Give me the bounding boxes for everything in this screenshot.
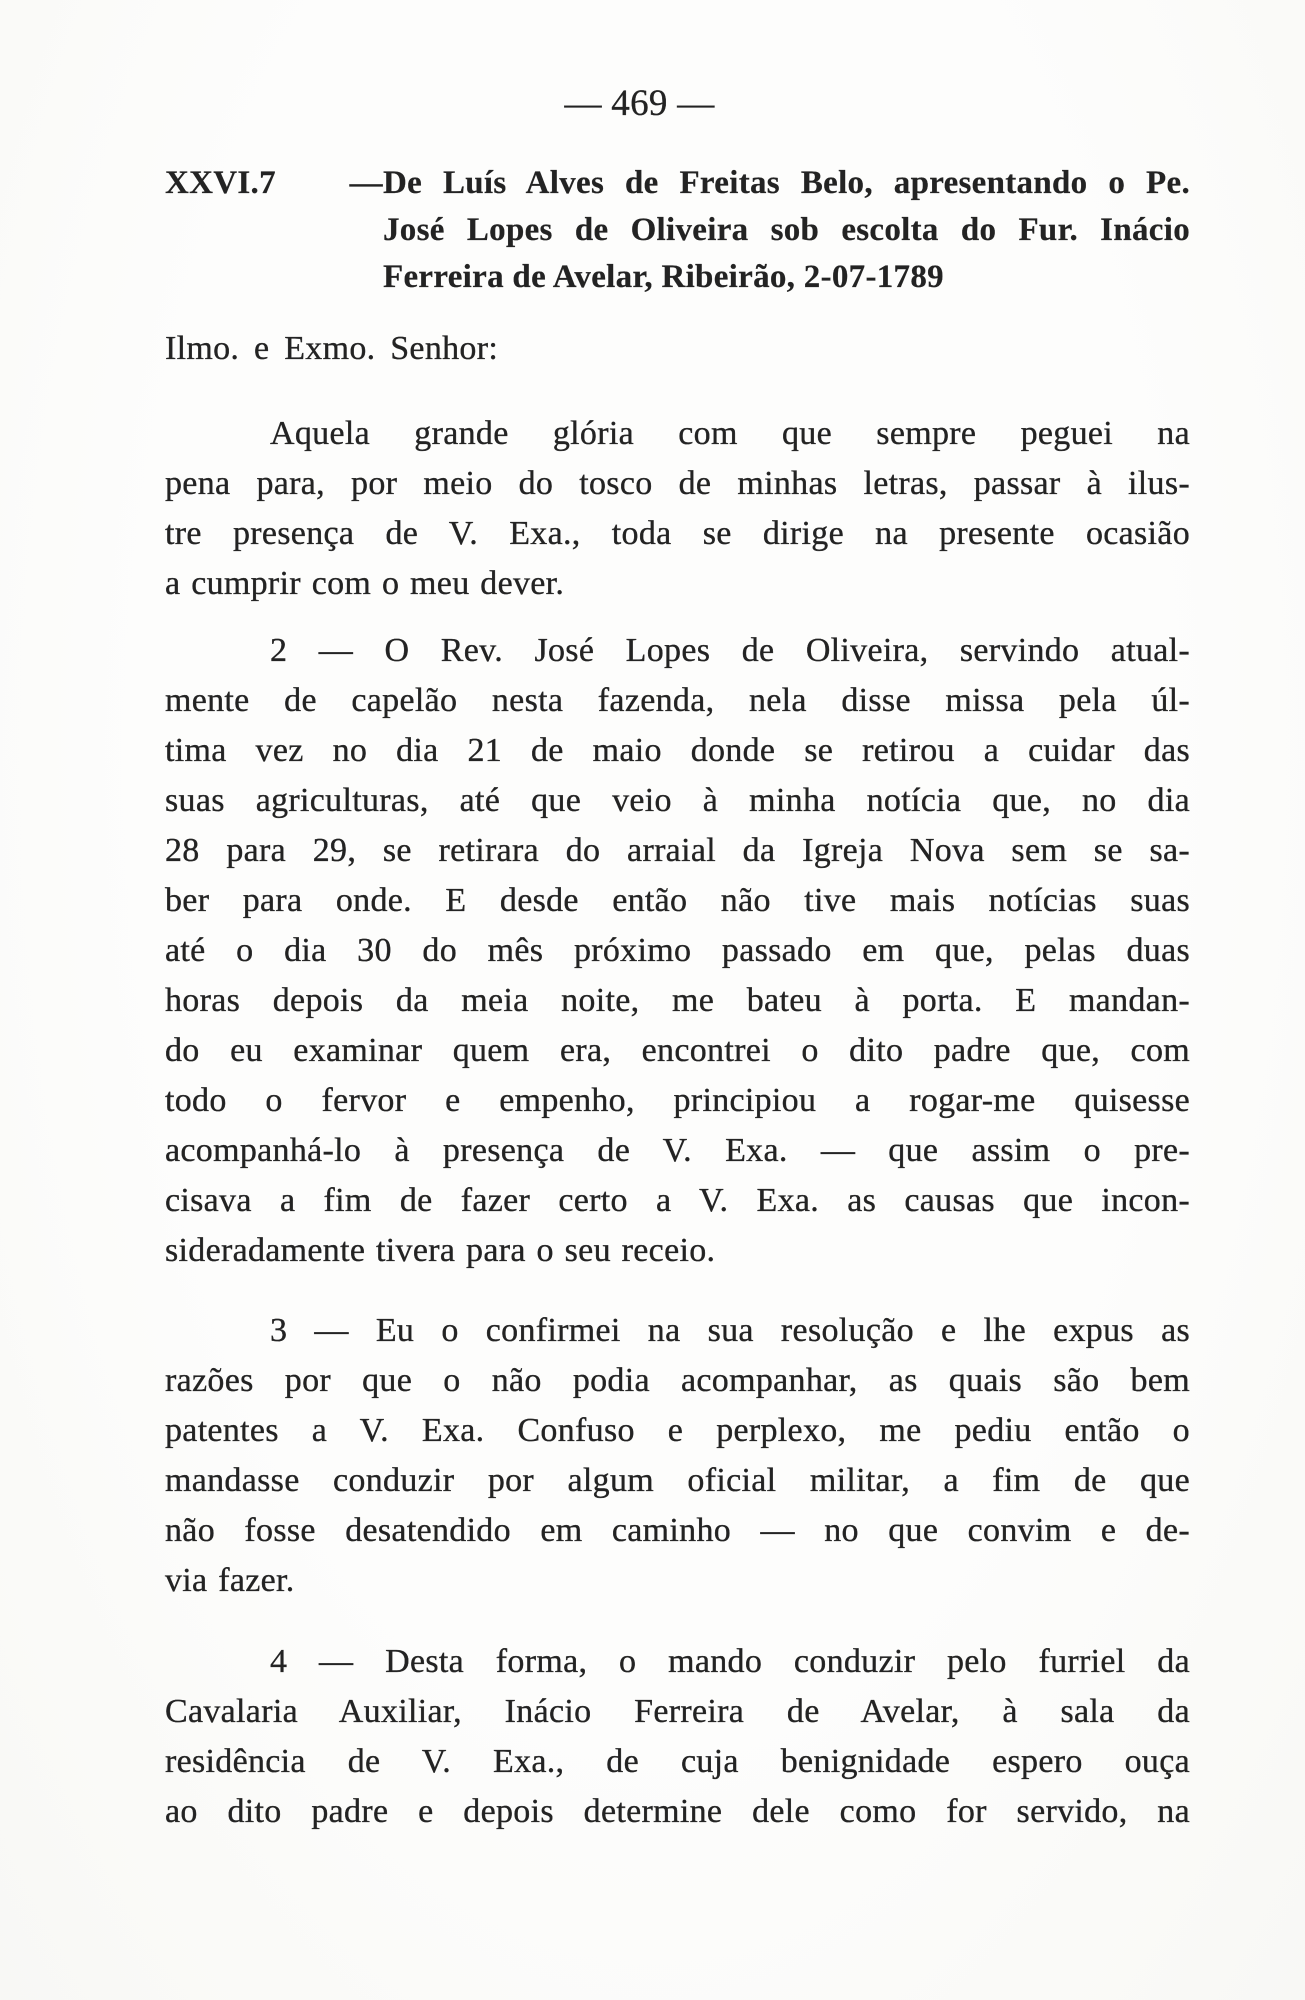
text-line: não fosse desatendido em caminho — no que convim e de- xyxy=(165,1512,1190,1549)
text-line: a cumprir com o meu dever. xyxy=(165,565,565,602)
text-line: até o dia 30 do mês próximo passado em que, pelas duas xyxy=(165,932,1190,969)
text-line: 3 — Eu o confirmei na sua resolução e lhe expus as xyxy=(270,1312,1190,1349)
text-line: ber para onde. E desde então não tive mais notícias suas xyxy=(165,882,1190,919)
letter-body xyxy=(165,409,1190,1837)
text-line: acompanhá-lo à presença de V. Exa. — que assim o pre- xyxy=(165,1132,1190,1169)
text-line: Aquela grande glória com que sempre peguei na xyxy=(270,415,1190,452)
paragraph xyxy=(165,409,1190,609)
text-line: do eu examinar quem era, encontrei o dito padre que, com xyxy=(165,1032,1190,1069)
text-line: via fazer. xyxy=(165,1562,295,1599)
text-line: cisava a fim de fazer certo a V. Exa. as causas que incon- xyxy=(165,1182,1190,1219)
text-line: todo o fervor e empenho, principiou a rogar-me quisesse xyxy=(165,1082,1190,1119)
text-line: pena para, por meio do tosco de minhas letras, passar à ilus- xyxy=(165,465,1190,502)
text-line: mandasse conduzir por algum oficial militar, a fim de que xyxy=(165,1462,1190,1499)
text-line: mente de capelão nesta fazenda, nela disse missa pela úl- xyxy=(165,682,1190,719)
text-line: residência de V. Exa., de cuja benignidade espero ouça xyxy=(165,1743,1190,1780)
text-line: tre presença de V. Exa., toda se dirige na presente ocasião xyxy=(165,515,1190,552)
text-line: razões por que o não podia acompanhar, as quais são bem xyxy=(165,1362,1190,1399)
text-line: Cavalaria Auxiliar, Inácio Ferreira de Avelar, à sala da xyxy=(165,1693,1190,1730)
document-number-label: XXVI.7 — xyxy=(165,165,383,201)
page-number: — 469 — xyxy=(564,83,715,124)
text-line: tima vez no dia 21 de maio donde se retirou a cuidar das xyxy=(165,732,1190,769)
paragraph xyxy=(165,1306,1190,1606)
text-line: horas depois da meia noite, me bateu à porta. E mandan- xyxy=(165,982,1190,1019)
paragraph xyxy=(165,626,1190,1276)
salutation: Ilmo. e Exmo. Senhor: xyxy=(165,330,499,367)
text-line: sideradamente tivera para o seu receio. xyxy=(165,1232,716,1269)
text-line: suas agriculturas, até que veio à minha notícia que, no dia xyxy=(165,782,1190,819)
paragraph xyxy=(165,1637,1190,1837)
document-heading xyxy=(165,160,1190,301)
text-line: 2 — O Rev. José Lopes de Oliveira, servindo atual- xyxy=(270,632,1190,669)
text-line: 28 para 29, se retirara do arraial da Igreja Nova sem se sa- xyxy=(165,832,1190,869)
heading-line: XXVI.7 —De Luís Alves de Freitas Belo, apresentando o Pe. xyxy=(165,160,1190,207)
text-line: ao dito padre e depois determine dele como for servido, na xyxy=(165,1793,1190,1830)
text-line: 4 — Desta forma, o mando conduzir pelo furriel da xyxy=(270,1643,1190,1680)
text-line: patentes a V. Exa. Confuso e perplexo, me pediu então o xyxy=(165,1412,1190,1449)
heading-line: Ferreira de Avelar, Ribeirão, 2-07-1789 xyxy=(383,259,944,295)
heading-line: José Lopes de Oliveira sob escolta do Fur. Inácio xyxy=(383,212,1190,248)
